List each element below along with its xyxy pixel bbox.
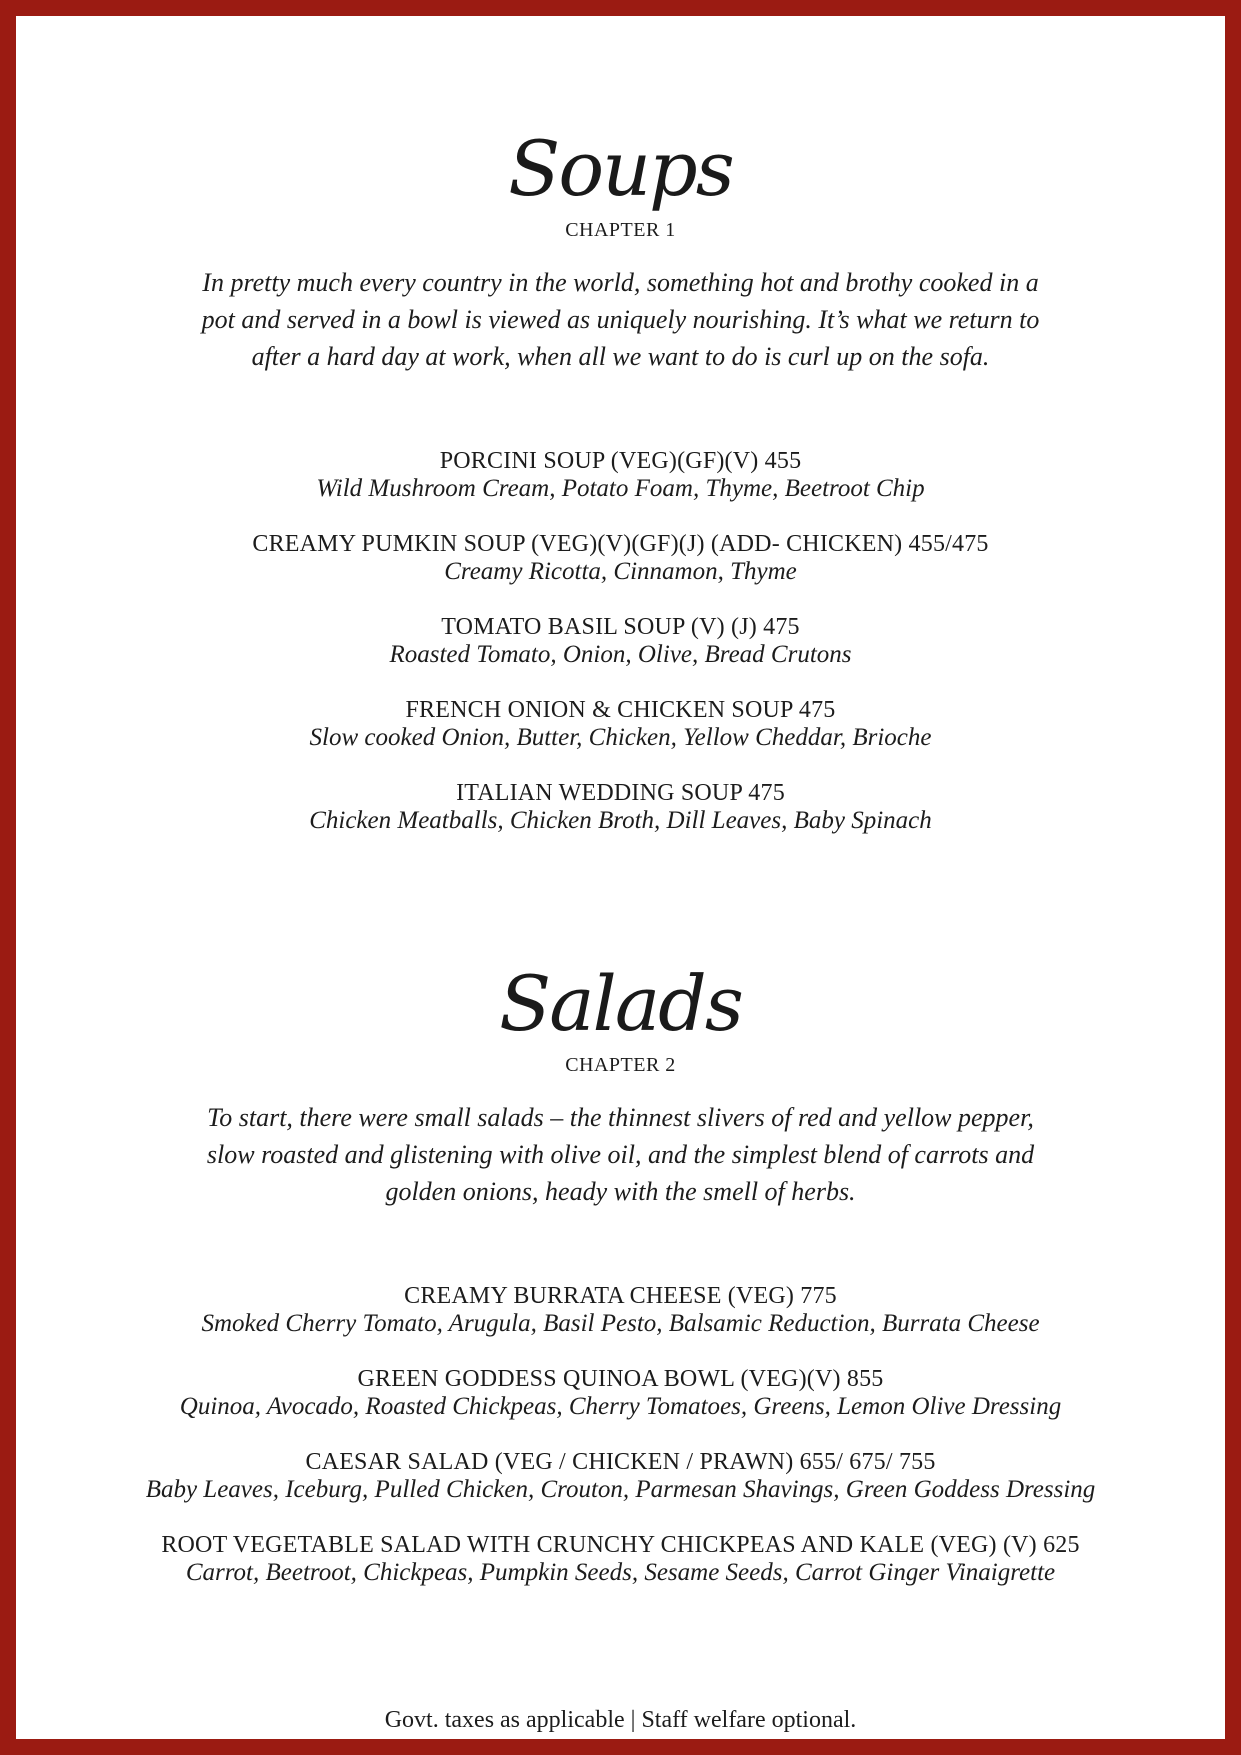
item-description: Creamy Ricotta, Cinnamon, Thyme bbox=[444, 558, 797, 585]
item-description: Wild Mushroom Cream, Potato Foam, Thyme, Beetroot Chip bbox=[316, 475, 925, 502]
menu-item bbox=[16, 613, 1225, 669]
item-name: CREAMY BURRATA CHEESE (VEG) 775 bbox=[404, 1283, 837, 1309]
salads-title: Salads bbox=[499, 959, 742, 1048]
item-description: Chicken Meatballs, Chicken Broth, Dill Leaves, Baby Spinach bbox=[309, 807, 932, 834]
salads-section bbox=[16, 961, 1225, 1614]
salads-intro: To start, there were small salads – the thinnest slivers of red and yellow pepper, slow roasted and glistening with olive oil, and the simplest blend of carrots and golden onions, heady with the smell of herbs. bbox=[206, 1103, 1035, 1206]
item-name: CAESAR SALAD (VEG / CHICKEN / PRAWN) 655/ 675/ 755 bbox=[305, 1449, 936, 1475]
soups-intro: In pretty much every country in the world, something hot and brothy cooked in a pot and served in a bowl is viewed as uniquely nourishing. It’s what we return to after a hard day at work, when all we want to do is curl up on the sofa. bbox=[201, 268, 1040, 371]
item-name: ITALIAN WEDDING SOUP 475 bbox=[456, 780, 785, 806]
item-description: Roasted Tomato, Onion, Olive, Bread Crutons bbox=[389, 641, 852, 668]
menu-item bbox=[16, 779, 1225, 835]
soups-chapter: CHAPTER 1 bbox=[565, 219, 676, 241]
soups-list bbox=[16, 447, 1225, 835]
item-name: TOMATO BASIL SOUP (V) (J) 475 bbox=[441, 614, 800, 640]
item-name: GREEN GODDESS QUINOA BOWL (VEG)(V) 855 bbox=[357, 1366, 884, 1392]
menu-item bbox=[16, 530, 1225, 586]
item-name: ROOT VEGETABLE SALAD WITH CRUNCHY CHICKPEAS AND KALE (VEG) (V) 625 bbox=[161, 1532, 1080, 1558]
soups-title: Soups bbox=[508, 124, 733, 213]
menu-item bbox=[16, 1531, 1225, 1587]
salads-list bbox=[16, 1282, 1225, 1587]
menu-item bbox=[16, 696, 1225, 752]
item-description: Baby Leaves, Iceburg, Pulled Chicken, Crouton, Parmesan Shavings, Green Goddess Dressing bbox=[145, 1476, 1096, 1503]
menu-item bbox=[16, 1448, 1225, 1504]
footer-note: Govt. taxes as applicable | Staff welfare optional. bbox=[384, 1707, 857, 1733]
soups-section bbox=[16, 126, 1225, 862]
item-description: Carrot, Beetroot, Chickpeas, Pumpkin Seeds, Sesame Seeds, Carrot Ginger Vinaigrette bbox=[185, 1559, 1056, 1586]
item-description: Smoked Cherry Tomato, Arugula, Basil Pesto, Balsamic Reduction, Burrata Cheese bbox=[201, 1310, 1040, 1337]
item-name: CREAMY PUMKIN SOUP (VEG)(V)(GF)(J) (ADD- CHICKEN) 455/475 bbox=[252, 531, 989, 557]
item-description: Quinoa, Avocado, Roasted Chickpeas, Cherry Tomatoes, Greens, Lemon Olive Dressing bbox=[179, 1393, 1062, 1420]
menu-item bbox=[16, 447, 1225, 503]
menu-item bbox=[16, 1365, 1225, 1421]
menu-item bbox=[16, 1282, 1225, 1338]
item-name: PORCINI SOUP (VEG)(GF)(V) 455 bbox=[439, 448, 802, 474]
item-description: Slow cooked Onion, Butter, Chicken, Yellow Cheddar, Brioche bbox=[309, 724, 932, 751]
item-name: FRENCH ONION & CHICKEN SOUP 475 bbox=[405, 697, 836, 723]
salads-chapter: CHAPTER 2 bbox=[565, 1054, 676, 1076]
